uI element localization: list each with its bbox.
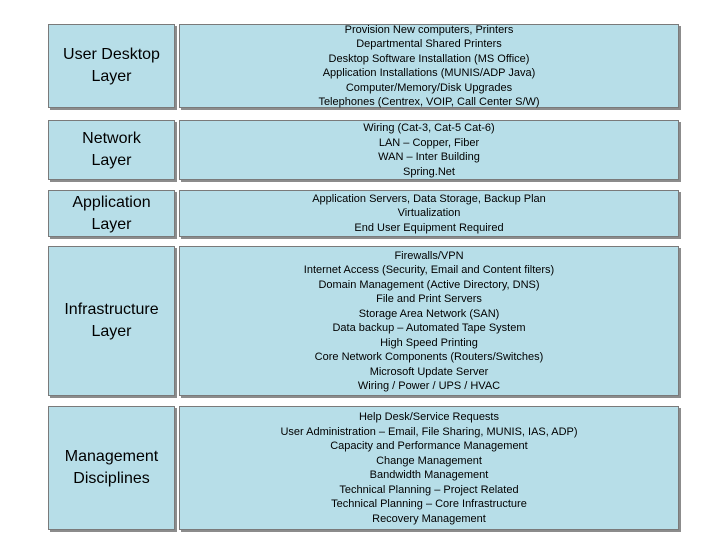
- detail-line: Departmental Shared Printers: [356, 38, 502, 50]
- layer-label: User Desktop Layer: [63, 46, 160, 85]
- layer-details: [312, 192, 546, 236]
- detail-line: Firewalls/VPN: [394, 249, 464, 262]
- layer-label-box-management: [48, 406, 175, 530]
- layer-label-box-infrastructure: [48, 246, 175, 396]
- detail-line: End User Equipment Required: [354, 221, 504, 234]
- detail-line: Internet Access (Security, Email and Content filters): [303, 264, 555, 276]
- detail-line: Recovery Management: [372, 512, 486, 525]
- detail-line: Microsoft Update Server: [369, 365, 489, 378]
- layer-details: [304, 249, 554, 394]
- detail-line: Wiring (Cat-3, Cat-5 Cat-6): [363, 122, 495, 134]
- layer-details: [318, 23, 539, 110]
- detail-line: Technical Planning – Core Infrastructure: [331, 498, 527, 510]
- layer-label: Management Disciplines: [64, 448, 159, 487]
- layer-details-box-application: [179, 190, 679, 237]
- layer-details-box-infrastructure: [179, 246, 679, 396]
- detail-line: Provision New computers, Printers: [344, 23, 514, 36]
- detail-line: Storage Area Network (SAN): [358, 307, 500, 320]
- layer-details: [363, 121, 494, 179]
- detail-line: Computer/Memory/Disk Upgrades: [345, 81, 513, 94]
- detail-line: Technical Planning – Project Related: [339, 483, 519, 496]
- layer-label-box-application: [48, 190, 175, 237]
- layer-label: Infrastructure Layer: [64, 301, 159, 340]
- layer-label: Application Layer: [72, 193, 151, 233]
- layer-label-box-user-desktop: [48, 24, 175, 108]
- detail-line: Desktop Software Installation (MS Office): [328, 52, 530, 65]
- detail-line: Capacity and Performance Management: [330, 440, 528, 452]
- detail-line: Spring.Net: [403, 165, 455, 178]
- detail-line: Data backup – Automated Tape System: [332, 322, 526, 334]
- detail-line: WAN – Inter Building: [378, 151, 480, 163]
- layer-details: [280, 410, 577, 526]
- detail-line: Change Management: [376, 454, 482, 467]
- detail-line: Virtualization: [397, 207, 461, 220]
- layer-details-box-user-desktop: [179, 24, 679, 108]
- detail-line: Core Network Components (Routers/Switches): [314, 351, 544, 363]
- layer-details-box-management: [179, 406, 679, 530]
- detail-line: File and Print Servers: [376, 293, 482, 305]
- layer-label-box-network: [48, 120, 175, 180]
- detail-line: Wiring / Power / UPS / HVAC: [357, 380, 501, 392]
- layer-label: Network Layer: [82, 130, 141, 169]
- layer-details-box-network: [179, 120, 679, 180]
- detail-line: User Administration – Email, File Sharing, MUNIS, IAS, ADP): [280, 425, 578, 438]
- detail-line: Bandwidth Management: [369, 469, 489, 481]
- detail-line: Telephones (Centrex, VOIP, Call Center S/W): [318, 96, 540, 108]
- detail-line: High Speed Printing: [380, 336, 478, 349]
- detail-line: LAN – Copper, Fiber: [378, 136, 480, 149]
- detail-line: Help Desk/Service Requests: [358, 411, 499, 423]
- detail-line: Domain Management (Active Directory, DNS): [318, 278, 540, 291]
- detail-line: Application Servers, Data Storage, Backup Plan: [312, 192, 546, 205]
- detail-line: Application Installations (MUNIS/ADP Java): [322, 67, 536, 79]
